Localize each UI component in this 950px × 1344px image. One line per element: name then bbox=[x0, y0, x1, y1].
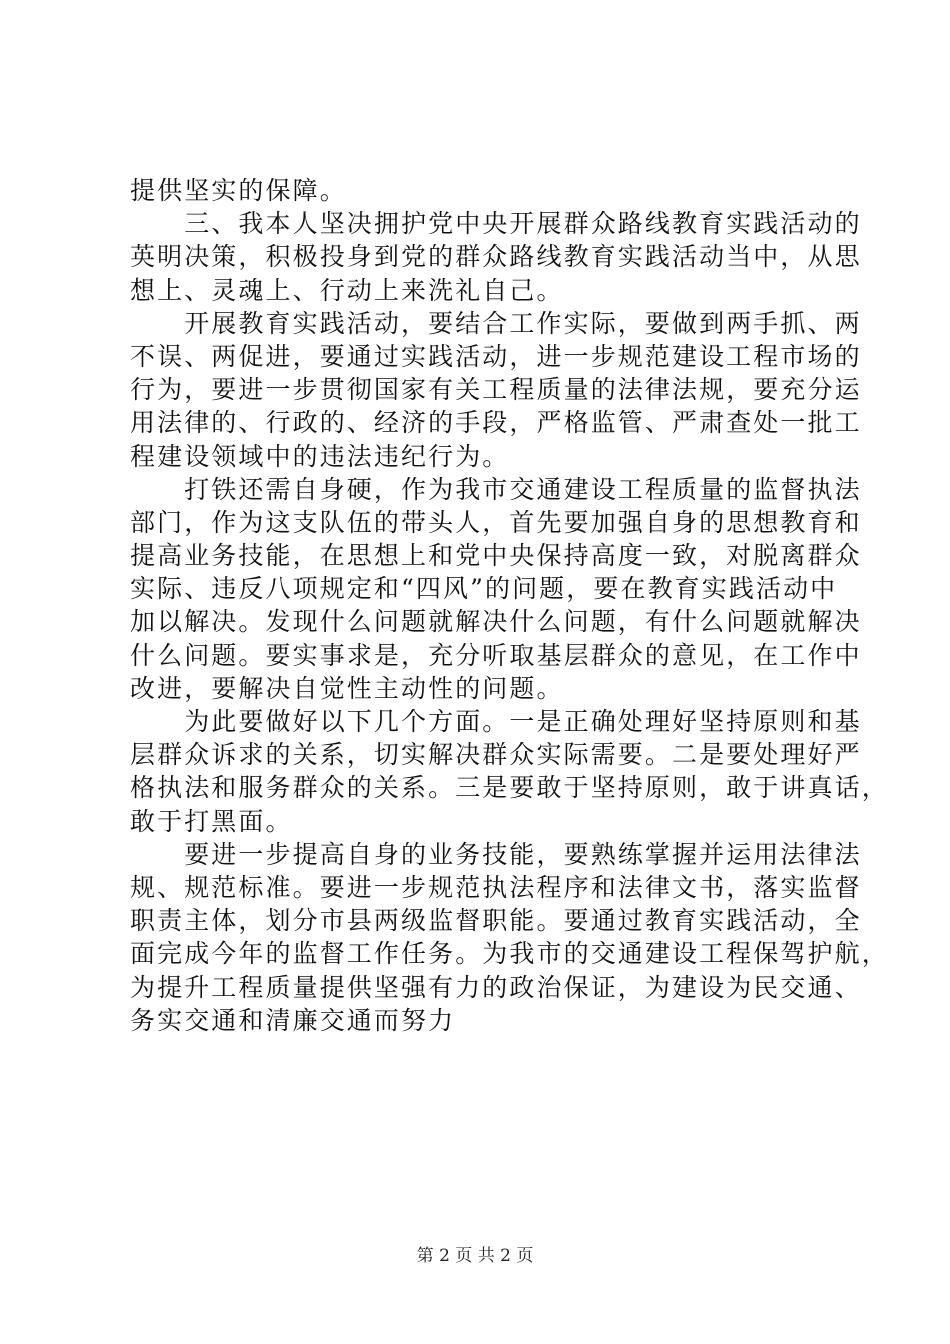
page-number: 第 2 页 共 2 页 bbox=[416, 1246, 534, 1266]
body-line: 程建设领域中的违法违纪行为。 bbox=[130, 441, 510, 471]
body-line: 敢于打黑面。 bbox=[130, 806, 293, 836]
body-line: 规、规范标准。要进一步规范执法程序和法律文书，落实监督 bbox=[130, 872, 862, 902]
body-line: 提高业务技能，在思想上和党中央保持高度一致，对脱离群众 bbox=[130, 541, 862, 571]
body-line: 面完成今年的监督工作任务。为我市的交通建设工程保驾护航， bbox=[130, 939, 889, 969]
body-line: 英明决策，积极投身到党的群众路线教育实践活动当中，从思 bbox=[130, 242, 862, 272]
body-line: 格执法和服务群众的关系。三是要敢于坚持原则，敢于讲真话， bbox=[130, 773, 889, 803]
body-line: 行为，要进一步贯彻国家有关工程质量的法律法规，要充分运 bbox=[130, 375, 862, 405]
body-line: 想上、灵魂上、行动上来洗礼自己。 bbox=[130, 275, 564, 305]
body-line: 打铁还需自身硬，作为我市交通建设工程质量的监督执法 bbox=[130, 474, 862, 504]
body-line: 为此要做好以下几个方面。一是正确处理好坚持原则和基 bbox=[130, 707, 862, 736]
page-footer bbox=[0, 1246, 950, 1266]
body-line: 提供坚实的保障。 bbox=[130, 176, 347, 205]
body-line: 实际、违反八项规定和“四风”的问题，要在教育实践活动中 bbox=[130, 574, 838, 604]
body-line: 开展教育实践活动，要结合工作实际，要做到两手抓、两 bbox=[130, 308, 862, 338]
body-line: 层群众诉求的关系，切实解决群众实际需要。二是要处理好严 bbox=[130, 740, 862, 770]
body-line: 加以解决。发现什么问题就解决什么问题，有什么问题就解决 bbox=[130, 607, 862, 637]
body-line: 用法律的、行政的、经济的手段，严格监管、严肃查处一批工 bbox=[130, 408, 862, 438]
body-line: 部门，作为这支队伍的带头人，首先要加强自身的思想教育和 bbox=[130, 507, 862, 537]
body-line: 要进一步提高自身的业务技能，要熟练掌握并运用法律法 bbox=[130, 839, 862, 869]
document-body bbox=[130, 174, 889, 1037]
body-line: 什么问题。要实事求是，充分听取基层群众的意见，在工作中 bbox=[130, 640, 862, 670]
body-line: 三、我本人坚决拥护党中央开展群众路线教育实践活动的 bbox=[130, 209, 862, 239]
body-line: 为提升工程质量提供坚强有力的政治保证，为建设为民交通、 bbox=[130, 972, 862, 1002]
body-line: 务实交通和清廉交通而努力 bbox=[130, 1005, 456, 1035]
body-line: 改进，要解决自觉性主动性的问题。 bbox=[130, 673, 564, 703]
body-line: 不误、两促进，要通过实践活动，进一步规范建设工程市场的 bbox=[130, 341, 862, 371]
body-line: 职责主体，划分市县两级监督职能。要通过教育实践活动，全 bbox=[130, 906, 862, 936]
